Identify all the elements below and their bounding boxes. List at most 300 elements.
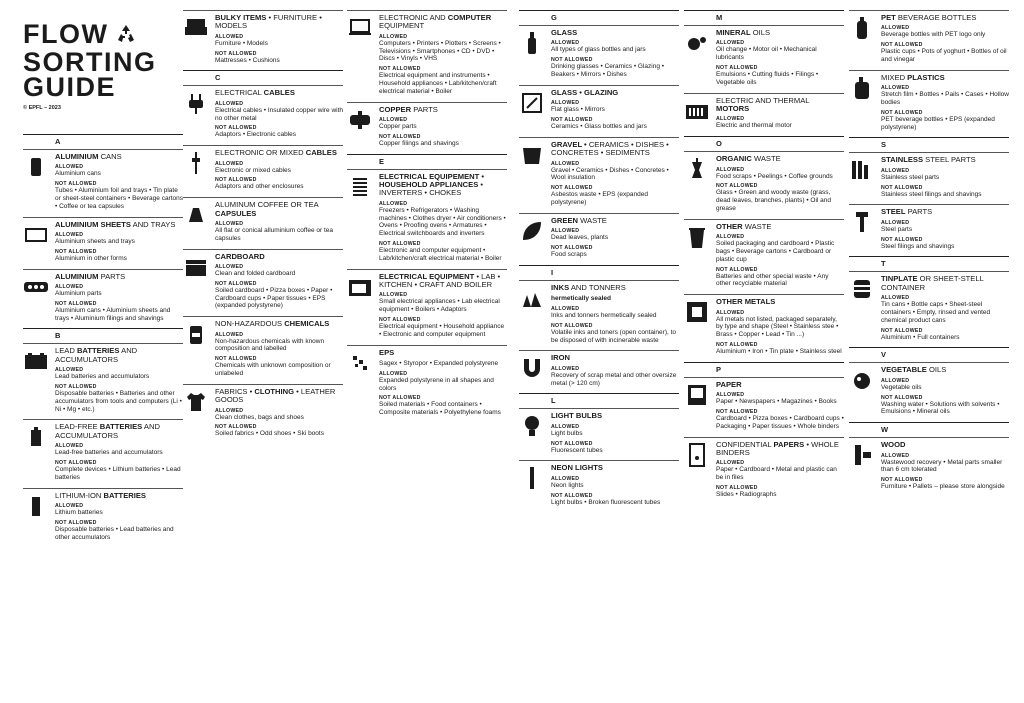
cup-icon	[519, 142, 545, 168]
oil-drops-icon	[849, 367, 875, 393]
entry-name-part: CERAMICS • DISHES • CONCRETES • SEDIMENTS	[551, 139, 669, 158]
entry-name	[55, 423, 183, 440]
entry-name	[55, 273, 183, 281]
entry-name	[881, 208, 1009, 216]
allowed-label: ALLOWED	[716, 460, 745, 467]
not-allowed-label: NOT ALLOWED	[379, 317, 421, 323]
not-allowed-text: Light bulbs • Broken fluorescent tubes	[551, 498, 661, 506]
allowed-text: Small electrical appliances • Lab electrical equipment • Boilers • Adaptors	[379, 298, 500, 314]
entry-body	[379, 14, 507, 96]
entry-name-part: ALUMINIUM	[55, 271, 99, 281]
not-allowed-text: Asbestos waste • EPS (expanded polystyrene)	[551, 191, 648, 206]
entry-name-part: AND TRAYS	[130, 219, 176, 229]
allowed-text: Non-hazardous chemicals with known composition and labelled	[215, 337, 325, 353]
tshirt-icon	[183, 389, 209, 415]
not-allowed-label: NOT ALLOWED	[716, 341, 758, 348]
entry-name-part: ELECTRIC AND THERMAL	[716, 95, 810, 105]
allowed-label: ALLOWED	[215, 331, 244, 338]
entry-name-part: ELECTRONIC AND	[379, 13, 448, 22]
section-letter: B	[23, 328, 183, 343]
entry-name-part: • INVERTERS • CHOKES	[379, 180, 484, 198]
entry-name	[551, 89, 679, 97]
not-allowed-label: NOT ALLOWED	[551, 492, 593, 499]
entry-name-part: WASTE	[742, 221, 772, 231]
not-allowed-text: Mattresses • Cushions	[215, 56, 280, 64]
entry-name	[881, 366, 1009, 374]
allowed-text: Lead-free batteries and accumulators	[55, 449, 163, 457]
entry-body	[551, 89, 679, 131]
entry-name	[881, 275, 1009, 292]
not-allowed-label: NOT ALLOWED	[881, 477, 923, 484]
not-allowed-text: Slides • Radiographs	[716, 490, 777, 498]
entry-name-part: CAPSULES	[215, 208, 257, 218]
battery-icon	[23, 348, 49, 374]
allowed-label: ALLOWED	[55, 164, 84, 171]
entry-name-part: TINPLATE	[881, 274, 918, 284]
entry-name	[215, 201, 343, 218]
waste-entry-pet-bottles	[849, 10, 1009, 70]
entry-body	[55, 347, 183, 413]
entry-body	[716, 223, 844, 288]
allowed-text: All flat or conical alluminium coffee or tea capsules	[215, 227, 334, 242]
entry-body	[379, 349, 507, 417]
entry-name-part: PAPERS	[773, 439, 805, 449]
tube-icon	[519, 465, 545, 491]
allowed-text: Lead batteries and accumulators	[55, 373, 150, 381]
not-allowed-label: NOT ALLOWED	[379, 133, 421, 140]
entry-name-part: CABLES	[263, 88, 295, 98]
chemical-can-icon	[183, 321, 209, 347]
not-allowed-text: Aluminium in other forms	[55, 254, 127, 262]
waste-entry-coffee-capsules	[183, 197, 343, 248]
entry-body	[716, 155, 844, 213]
not-allowed-text: Tubes • Aluminium foil and trays • Tin plate or sheet-steel containers • Beverage cartons • Coffee or tea capsules	[55, 187, 184, 210]
entry-name-part: OR SHEET-STELL CONTAINER	[881, 274, 984, 292]
entry-name-part: ORGANIC	[716, 154, 752, 164]
waste-entry-wood	[849, 437, 1009, 497]
not-allowed-label: NOT ALLOWED	[215, 424, 257, 431]
entry-name-part: OTHER METALS	[716, 297, 776, 307]
allowed-text: Aluminium parts	[55, 290, 102, 297]
section-letter: O	[684, 136, 844, 151]
waste-entry-glazing	[519, 85, 679, 137]
not-allowed-text: Steel filings and shavings	[881, 242, 955, 250]
allowed-text: Neon lights	[551, 481, 584, 489]
entry-name	[551, 29, 679, 37]
not-allowed-text: Chemicals with unknown composition or unlabeled	[215, 362, 331, 377]
capsule-icon	[183, 202, 209, 228]
allowed-text: Tin cans • Bottle caps • Sheet-steel containers • Empty, rinsed and vented chemical product cans	[881, 301, 991, 324]
entry-body	[55, 423, 183, 481]
allowed-label: ALLOWED	[55, 284, 84, 290]
allowed-label: ALLOWED	[379, 370, 408, 377]
allowed-text: Stainless steel parts	[881, 173, 940, 181]
entry-name-part: CLOTHING	[254, 386, 295, 396]
entry-name	[215, 149, 343, 157]
allowed-text: Flat glass • Mirrors	[551, 106, 605, 114]
allowed-text: Clean clothes, bags and shoes	[215, 413, 304, 421]
entry-name-part: LEAD-FREE	[55, 422, 100, 432]
not-allowed-label: NOT ALLOWED	[379, 395, 421, 402]
not-allowed-text: Complete devices • Lithium batteries • Lead batteries	[55, 466, 181, 481]
waste-entry-cardboard	[183, 249, 343, 317]
entry-name	[215, 253, 343, 261]
not-allowed-label: NOT ALLOWED	[716, 408, 758, 415]
entry-name	[215, 320, 343, 328]
entry-subname: hermetically sealed	[551, 295, 611, 303]
allowed-text: Paper • Newspapers • Magazines • Books	[716, 398, 837, 406]
entry-body	[551, 29, 679, 79]
not-allowed-text: Volatile inks and toners (open container), to be disposed of with incinerable waste	[551, 328, 677, 344]
allowed-label: ALLOWED	[551, 228, 580, 235]
entry-name-part: LEAD	[55, 346, 77, 356]
allowed-label: ALLOWED	[55, 367, 84, 374]
waste-entry-electronic-cables	[183, 145, 343, 197]
entry-body	[379, 273, 507, 339]
entry-body	[379, 173, 507, 263]
lithium-battery-icon	[23, 493, 49, 519]
entry-name-part: PET	[881, 13, 896, 22]
allowed-text: All types of glass bottles and jars	[551, 46, 646, 54]
entry-name	[716, 441, 844, 458]
allowed-label: ALLOWED	[551, 365, 580, 372]
entry-name-part: ELECTRICAL EQUIPEMENT • HOUSEHOLD APPLIANCES	[379, 171, 485, 189]
not-allowed-label: NOT ALLOWED	[716, 266, 758, 273]
waste-entry-lab-kitchen-equipment	[347, 269, 507, 345]
section-letter: L	[519, 393, 679, 408]
metal-block-icon	[684, 299, 710, 325]
entry-body	[716, 29, 844, 87]
not-allowed-text: Soiled materials • Food containers • Composite materials • Polyethylene foams	[379, 401, 501, 417]
waste-entry-aluminium-parts	[23, 269, 183, 329]
parts-icon	[23, 274, 49, 300]
allowed-text: Light bulbs	[551, 429, 583, 437]
allowed-label: ALLOWED	[215, 160, 244, 167]
not-allowed-text: Stainless steel filings and shavings	[881, 190, 982, 198]
not-allowed-text: PET beverage bottles • EPS (expanded polystyrene)	[881, 115, 995, 131]
allowed-label: ALLOWED	[716, 234, 745, 241]
allowed-text: Aluminium sheets and trays	[55, 238, 135, 245]
not-allowed-text: Fluorescent tubes	[551, 446, 603, 454]
waste-entry-vegetable-oils	[849, 362, 1009, 422]
allowed-label: ALLOWED	[716, 116, 745, 123]
section-letter: A	[23, 134, 183, 149]
waste-entry-fabrics	[183, 384, 343, 444]
window-icon	[519, 90, 545, 116]
not-allowed-label: NOT ALLOWED	[551, 185, 593, 192]
bottle-icon	[519, 30, 545, 56]
allowed-label: ALLOWED	[716, 309, 745, 316]
entry-name-part: MIXED	[881, 72, 908, 82]
not-allowed-label: NOT ALLOWED	[55, 181, 97, 188]
entry-name-part: PLASTICS	[907, 72, 945, 82]
entry-name-part: WOOD	[881, 440, 906, 450]
entry-name-part: GLASS	[551, 28, 578, 37]
allowed-label: ALLOWED	[215, 221, 244, 228]
entry-body	[215, 388, 343, 438]
section-letter: V	[849, 347, 1009, 362]
laptop-icon	[347, 15, 373, 41]
cable-icon	[183, 150, 209, 176]
allowed-label: ALLOWED	[379, 292, 408, 299]
bulb-icon	[519, 413, 545, 439]
bars-icon	[849, 157, 875, 183]
allowed-label: ALLOWED	[55, 443, 84, 450]
waste-entry-tinplate	[849, 271, 1009, 347]
allowed-label: ALLOWED	[716, 392, 745, 399]
allowed-text: Lithium batteries	[55, 509, 103, 516]
allowed-text: Gravel • Ceramics • Dishes • Concretes • Wool insulation	[551, 166, 669, 182]
entry-name-part: EPS	[379, 347, 395, 357]
not-allowed-label: NOT ALLOWED	[551, 117, 593, 123]
waste-entry-other-metals	[684, 294, 844, 362]
entry-name-part: FABRICS •	[215, 386, 255, 396]
entry-name-part: COPPER	[379, 104, 412, 114]
ink-icon	[519, 285, 545, 311]
not-allowed-text: Disposable batteries • Batteries and other accumulators from tools and computers (Li • Ni • Mg • etc.)	[55, 390, 182, 413]
section-letter: E	[347, 154, 507, 169]
entry-name	[716, 298, 844, 306]
entry-name-part: IRON	[551, 353, 570, 363]
section-letter: C	[183, 70, 343, 85]
entry-name-part: • FURNITURE • MODELS	[215, 13, 322, 31]
allowed-text: Soiled packaging and cardboard • Plastic bags • Beverage cartons • Cardboard or plastic cup	[716, 240, 835, 263]
not-allowed-label: NOT ALLOWED	[551, 57, 593, 64]
entry-name	[379, 349, 507, 357]
entry-name	[215, 14, 343, 31]
allowed-label: ALLOWED	[881, 219, 910, 226]
entry-name-part: GLASS • GLAZING	[551, 87, 619, 97]
bolt-icon	[849, 209, 875, 235]
entry-body	[215, 89, 343, 139]
entry-name-part: AND ACCUMULATORS	[55, 422, 160, 440]
entry-body	[215, 201, 343, 242]
waste-entry-neon-lights	[519, 460, 679, 512]
not-allowed-label: NOT ALLOWED	[881, 394, 923, 401]
not-allowed-text: Food scraps	[551, 251, 587, 258]
entry-body	[55, 221, 183, 263]
not-allowed-text: Glass • Green and woody waste (grass, dead leaves, branches, plants) • Oil and grease	[716, 189, 832, 212]
entry-name	[716, 29, 844, 37]
allowed-text: Copper parts	[379, 123, 417, 130]
waste-entry-copper-parts	[347, 102, 507, 154]
entry-body	[215, 149, 343, 191]
entry-name-part: CONFIDENTIAL	[716, 439, 774, 449]
title-line-2: SORTING	[23, 47, 157, 77]
entry-synonyms: Sagex • Styropor • Expanded polystyrene	[379, 360, 499, 367]
column-5	[684, 10, 844, 505]
not-allowed-label: NOT ALLOWED	[551, 322, 593, 329]
entry-name	[551, 464, 679, 472]
entry-body	[215, 14, 343, 64]
allowed-text: Dead leaves, plants	[551, 234, 609, 242]
allowed-label: ALLOWED	[215, 33, 244, 40]
allowed-text: Food scraps • Peelings • Coffee grounds	[716, 172, 833, 180]
allowed-text: Vegetable oils	[881, 383, 922, 391]
allowed-label: ALLOWED	[881, 295, 910, 302]
not-allowed-label: NOT ALLOWED	[881, 327, 923, 334]
motor-icon	[684, 98, 710, 124]
not-allowed-text: Washing water • Solutions with solvents • Emulsions • Mineral oils	[881, 400, 1000, 416]
waste-entry-household-appliances	[347, 169, 507, 269]
entry-name-part: PARTS	[411, 104, 438, 114]
entry-name-part: MOTORS	[716, 104, 750, 113]
entry-name	[716, 381, 844, 389]
allowed-text: Electronic or mixed cables	[215, 166, 291, 174]
waste-entry-stainless-steel	[849, 152, 1009, 204]
not-allowed-label: NOT ALLOWED	[215, 280, 257, 287]
can-icon	[23, 154, 49, 180]
detergent-bottle-icon	[849, 75, 875, 101]
section-letter: M	[684, 10, 844, 25]
small-battery-icon	[23, 424, 49, 450]
allowed-label: ALLOWED	[379, 117, 408, 123]
allowed-label: ALLOWED	[881, 85, 910, 92]
entry-body	[55, 273, 183, 323]
entry-name	[881, 156, 1009, 164]
section-letter: T	[849, 256, 1009, 271]
not-allowed-text: Drinking glasses • Ceramics • Glazing • Beakers • Mirrors • Dishes	[551, 63, 665, 78]
pet-bottle-icon	[849, 15, 875, 41]
entry-name-part: • LEATHER GOODS	[215, 386, 336, 405]
entry-name	[551, 412, 679, 420]
waste-entry-electronic-equipment	[347, 10, 507, 102]
not-allowed-text: Batteries and other special waste • Any other recyclable material	[716, 272, 829, 288]
not-allowed-label: NOT ALLOWED	[716, 484, 758, 491]
entry-body	[881, 156, 1009, 198]
entry-name-part: ELECTRICAL EQUIPMENT	[379, 271, 475, 281]
entry-name-part: PARTS	[905, 207, 933, 217]
not-allowed-text: Plastic cups • Pots of yoghurt • Bottles of oil and vinegar	[881, 48, 1007, 63]
entry-name-part: ELECTRONIC OR MIXED	[215, 148, 306, 158]
entry-name-part: INKS	[551, 282, 570, 292]
entry-name-part: BATTERIES	[99, 422, 143, 432]
section-letter: G	[519, 10, 679, 25]
waste-entry-mineral-oils	[684, 25, 844, 93]
allowed-label: ALLOWED	[551, 306, 580, 312]
entry-name-part: OTHER	[716, 221, 743, 231]
not-allowed-text: Adaptors • Electronic cables	[215, 131, 297, 139]
allowed-text: Paper • Cardboard • Metal and plastic can be in files	[716, 466, 837, 482]
not-allowed-label: NOT ALLOWED	[551, 245, 593, 251]
not-allowed-text: Electronic and computer equipment • Lab/kitchen/craft electrical material • Boiler	[379, 247, 502, 262]
credit: © EPFL – 2023	[23, 105, 61, 111]
magnet-icon	[519, 355, 545, 381]
entry-name-part: CHEMICALS	[284, 319, 330, 329]
not-allowed-text: Electrical equipment • Household appliance • Electronic and computer equipment	[379, 323, 505, 338]
allowed-text: Aluminium cans	[55, 170, 101, 178]
entry-name-part: LITHIUM-ION	[55, 490, 104, 500]
section-letter: P	[684, 362, 844, 377]
allowed-label: ALLOWED	[379, 33, 408, 40]
allowed-label: ALLOWED	[215, 100, 244, 107]
apple-core-icon	[684, 156, 710, 182]
allowed-text: Expanded polystyrene in all shapes and colors	[379, 376, 494, 392]
entry-name-part: LIGHT BULBS	[551, 411, 603, 421]
entry-name-part: • LAB • KITCHEN • CRAFT AND BOILER	[379, 271, 501, 289]
not-allowed-label: NOT ALLOWED	[716, 65, 758, 71]
waste-entry-lithium-batteries	[23, 488, 183, 548]
entry-name-part: CARDBOARD	[215, 251, 265, 261]
takeaway-cup-icon	[684, 224, 710, 250]
allowed-text: All metals not listed, packaged separately, by type and shape (Steel • Stainless stee • Brass • Copper • Lead • Tin ...)	[716, 315, 839, 339]
binder-icon	[684, 442, 710, 468]
allowed-text: Electrical cables • Insulated copper wire with no other metal	[215, 106, 344, 122]
waste-entry-chemicals	[183, 316, 343, 384]
allowed-text: Stretch film • Bottles • Pails • Cases • Hollow bodies	[881, 91, 1009, 106]
not-allowed-text: Adaptors and other enclosures	[215, 183, 304, 191]
tin-can-icon	[849, 276, 875, 302]
allowed-label: ALLOWED	[55, 503, 84, 509]
not-allowed-text: Disposable batteries • Lead batteries and other accumulators	[55, 525, 174, 541]
page-title	[23, 19, 183, 102]
entry-name-part: MINERAL	[716, 28, 751, 37]
entry-name-part: WASTE	[751, 154, 781, 164]
entry-name	[551, 284, 679, 292]
entry-body	[881, 208, 1009, 250]
allowed-label: ALLOWED	[551, 475, 580, 482]
entry-name-part: CANS	[98, 152, 122, 161]
allowed-text: Steel parts	[881, 225, 913, 233]
allowed-text: Electric and thermal motor	[716, 122, 792, 130]
column-2	[183, 10, 343, 444]
entry-name-part: COMPUTER	[447, 13, 492, 22]
waste-entry-light-bulbs	[519, 408, 679, 460]
log-icon	[849, 442, 875, 468]
waste-entry-gravel	[519, 137, 679, 213]
allowed-label: ALLOWED	[551, 40, 580, 47]
not-allowed-text: Soiled cardboard • Pizza boxes • Paper • Cardboard cups • Paper tissues • EPS (expanded polystyrene)	[215, 286, 333, 310]
entry-body	[881, 441, 1009, 491]
waste-entry-other-waste	[684, 219, 844, 294]
entry-name	[55, 492, 183, 500]
entry-body	[881, 74, 1009, 132]
section-letter: I	[519, 265, 679, 280]
waste-entry-organic-waste	[684, 151, 844, 219]
entry-name	[881, 441, 1009, 449]
allowed-label: ALLOWED	[551, 423, 580, 430]
not-allowed-label: NOT ALLOWED	[215, 50, 257, 57]
entry-body	[215, 253, 343, 311]
entry-body	[716, 381, 844, 431]
entry-body	[379, 106, 507, 148]
not-allowed-label: NOT ALLOWED	[55, 300, 97, 307]
waste-entry-lead-batteries	[23, 343, 183, 419]
not-allowed-text: Aluminium cans • Aluminium sheets and trays • Aluminium filings and shavings	[55, 306, 171, 322]
allowed-text: Furniture • Models	[215, 39, 268, 47]
column-4	[519, 10, 679, 512]
waste-entry-lead-free-batteries	[23, 419, 183, 487]
entry-body	[716, 298, 844, 356]
entry-name	[215, 89, 343, 97]
not-allowed-label: NOT ALLOWED	[215, 125, 257, 132]
entry-name-part: OILS	[750, 28, 771, 37]
not-allowed-label: NOT ALLOWED	[215, 177, 257, 184]
entry-body	[551, 217, 679, 259]
entry-body	[551, 354, 679, 387]
allowed-label: ALLOWED	[551, 160, 580, 167]
entry-name-part: ALUMINIUM	[55, 152, 99, 161]
title-block	[23, 19, 183, 134]
allowed-label: ALLOWED	[881, 167, 910, 174]
not-allowed-text: Aluminium • Iron • Tin plate • Stainless steel	[716, 347, 842, 355]
not-allowed-text: Soiled fabrics • Odd shoes • Ski boots	[215, 430, 324, 438]
allowed-text: Freezers • Refrigerators • Washing machines • Clothes dryer • Air conditioners • Ovens • Proofing ovens • Armatures • Electrical switchboards and inverters	[379, 206, 506, 238]
not-allowed-label: NOT ALLOWED	[881, 184, 923, 191]
coil-icon	[347, 174, 373, 200]
not-allowed-label: NOT ALLOWED	[881, 42, 923, 49]
waste-entry-iron	[519, 350, 679, 393]
